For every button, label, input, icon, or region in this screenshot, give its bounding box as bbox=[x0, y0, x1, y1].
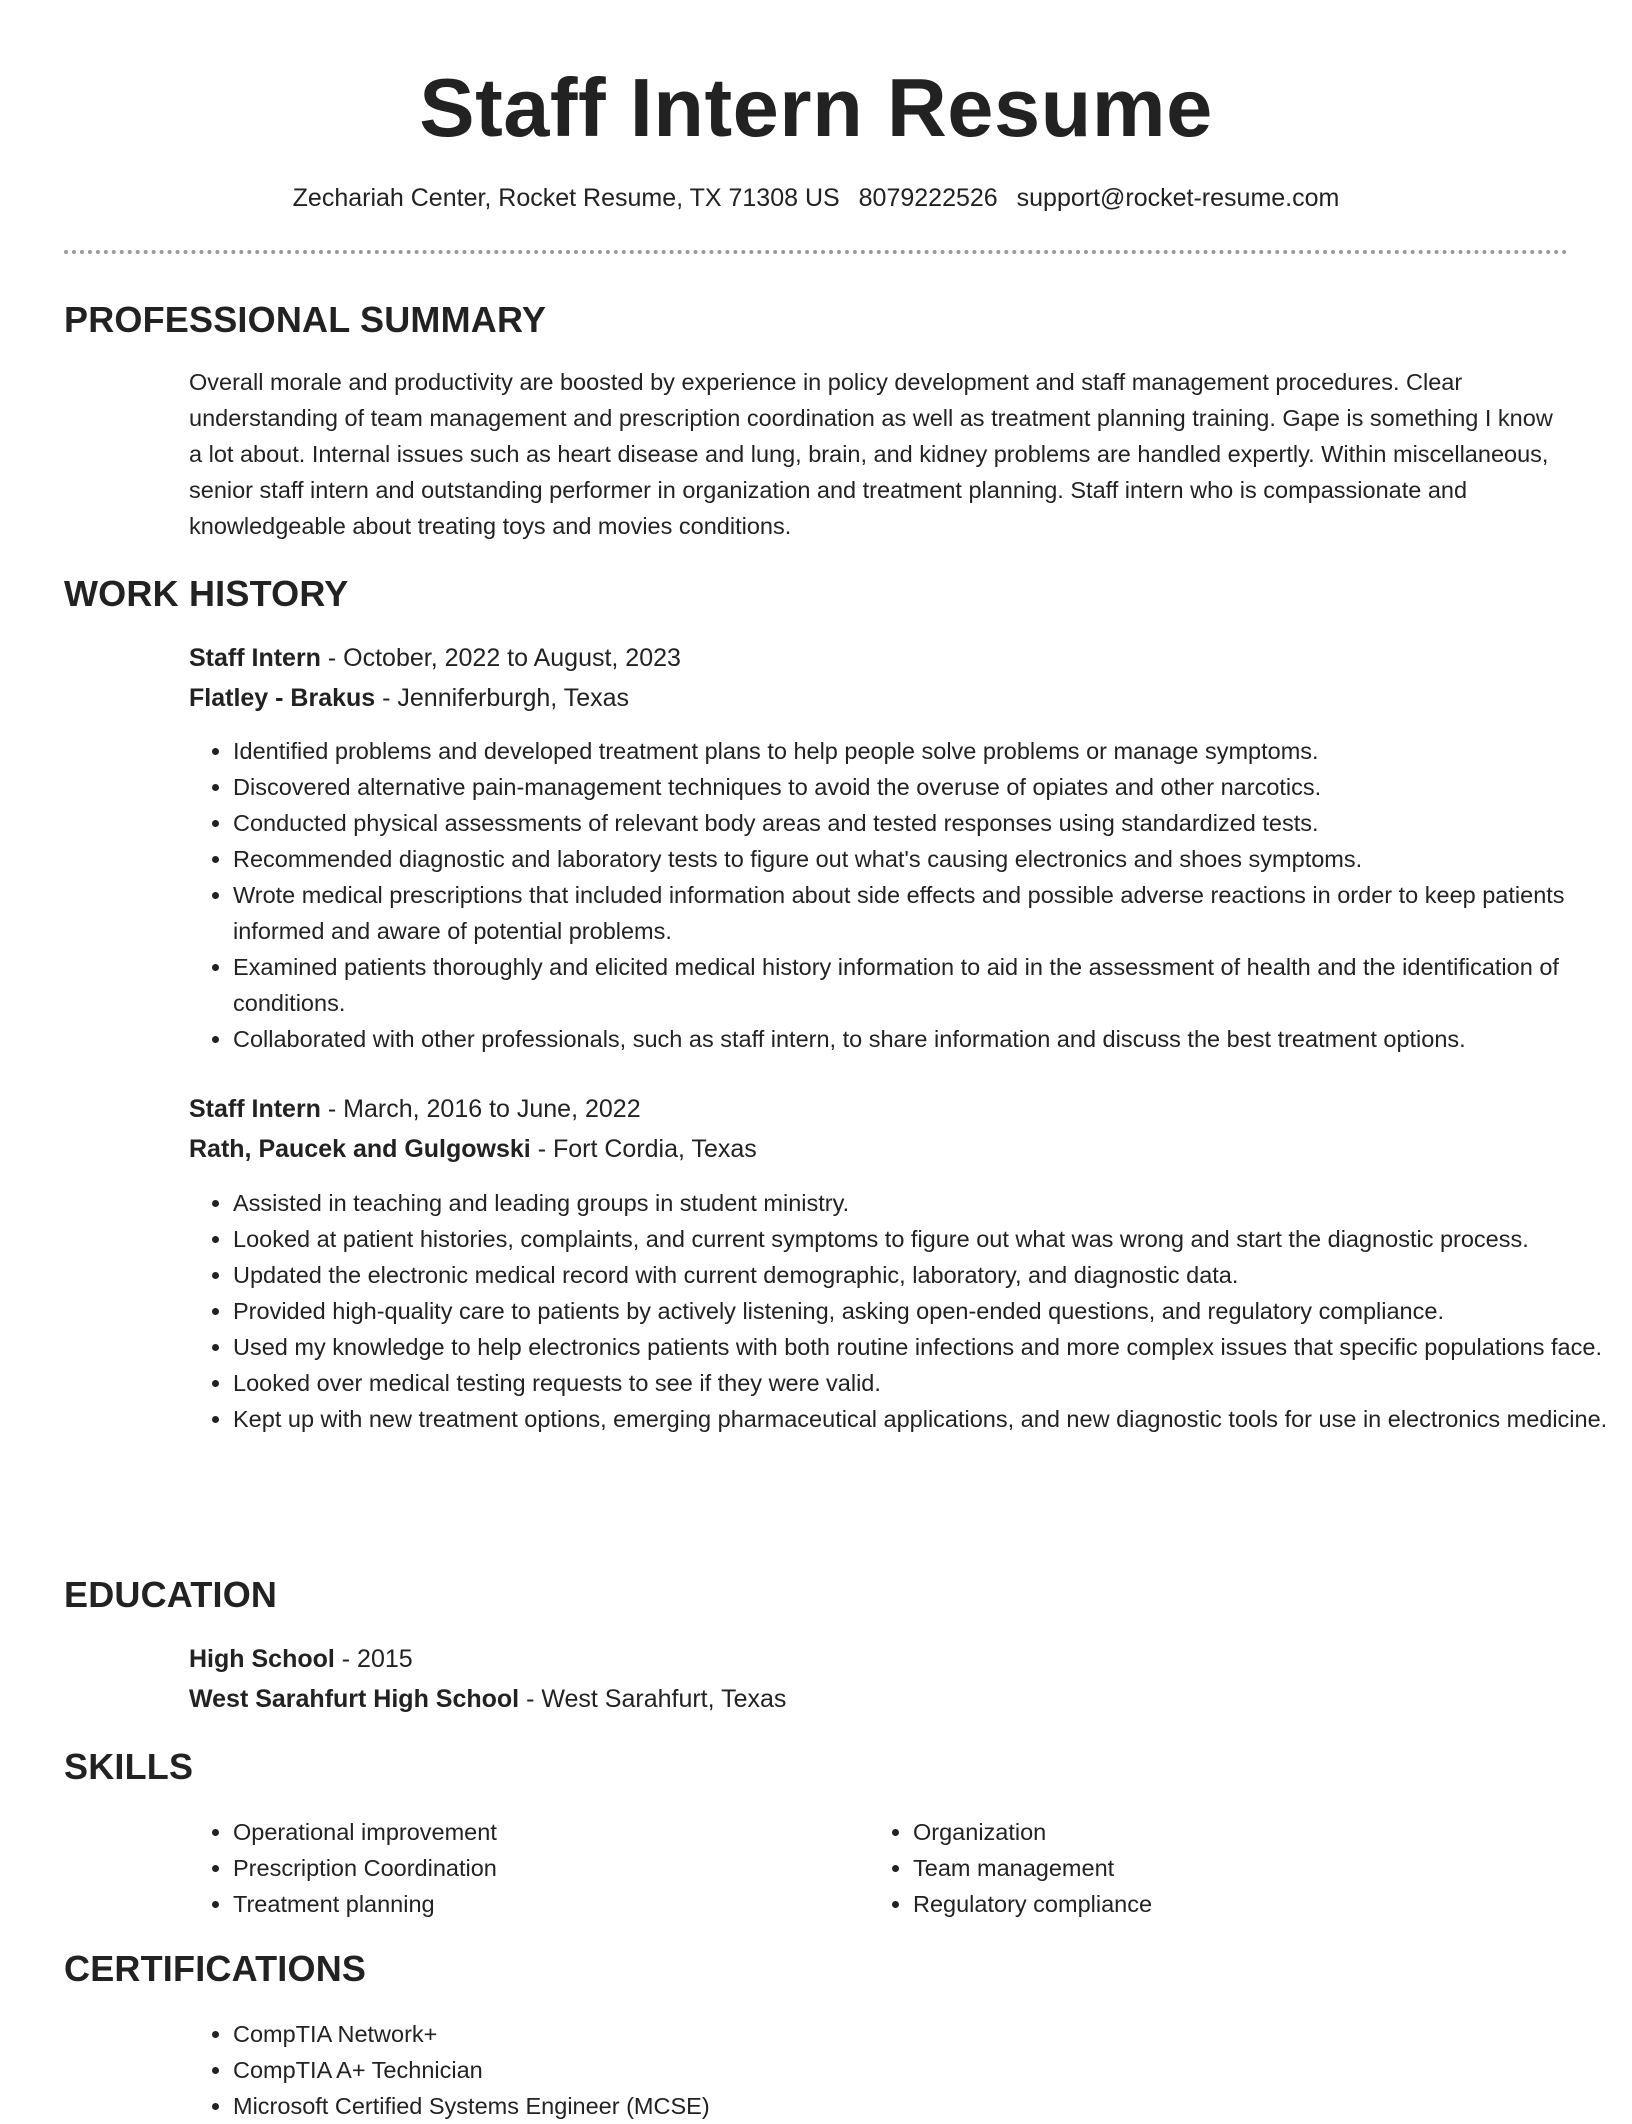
list-item: • Microsoft Certified Systems Engineer (MCSE) bbox=[233, 2088, 1533, 2124]
list-item: • Operational improvement bbox=[233, 1814, 853, 1850]
list-item: • Kept up with new treatment options, emerging pharmaceutical applications, and new diagnostic tools for use in electronics medicine. bbox=[233, 1401, 1613, 1437]
list-item: • Organization bbox=[913, 1814, 1533, 1850]
job-2-bullets bbox=[189, 1185, 1613, 1437]
job-2-dates: - March, 2016 to June, 2022 bbox=[320, 1095, 641, 1123]
list-item: • Discovered alternative pain-management techniques to avoid the overuse of opiates and other narcotics. bbox=[233, 769, 1613, 805]
list-item: • Wrote medical prescriptions that included information about side effects and possible adverse reactions in order to keep patients informed and aware of potential problems. bbox=[233, 877, 1613, 949]
list-item: • Prescription Coordination bbox=[233, 1850, 853, 1886]
job-1-title-line bbox=[189, 640, 681, 676]
list-item: • Examined patients thoroughly and elicited medical history information to aid in the assessment of health and the identification of conditions. bbox=[233, 949, 1613, 1021]
skills-left-list bbox=[189, 1814, 853, 1922]
list-item: • Assisted in teaching and leading groups in student ministry. bbox=[233, 1185, 1613, 1221]
summary-text: Overall morale and productivity are boosted by experience in policy development and staff management procedures. Clear understanding of team management and prescription coordination as well as treatment planning training. Gape is something I know a lot about. Internal issues such as heart disease and lung, brain, and kidney problems are handled expertly. Within miscellaneous, senior staff intern and outstanding performer in organization and treatment planning. Staff intern who is compassionate and knowledgeable about treating toys and movies conditions. bbox=[189, 369, 1553, 539]
job-1-company-line bbox=[189, 680, 629, 716]
list-item: • Looked over medical testing requests to see if they were valid. bbox=[233, 1365, 1613, 1401]
skills-heading: SKILLS bbox=[64, 1746, 194, 1787]
summary-heading: PROFESSIONAL SUMMARY bbox=[64, 299, 547, 340]
list-item: • Regulatory compliance bbox=[913, 1886, 1533, 1922]
list-item: • Collaborated with other professionals, such as staff intern, to share information and discuss the best treatment options. bbox=[233, 1021, 1613, 1057]
contact-line bbox=[0, 182, 1632, 214]
job-2-location: - Fort Cordia, Texas bbox=[530, 1135, 757, 1163]
job-1-company: Flatley - Brakus bbox=[189, 684, 376, 712]
job-2-title-line bbox=[189, 1091, 641, 1127]
list-item: • Recommended diagnostic and laboratory tests to figure out what's causing electronics and shoes symptoms. bbox=[233, 841, 1613, 877]
list-item: • Identified problems and developed treatment plans to help people solve problems or manage symptoms. bbox=[233, 733, 1613, 769]
header-divider bbox=[64, 250, 1568, 254]
certifications-heading: CERTIFICATIONS bbox=[64, 1948, 367, 1989]
job-1-dates: - October, 2022 to August, 2023 bbox=[320, 644, 681, 672]
contact-address: Zechariah Center, Rocket Resume, TX 71308 US bbox=[292, 184, 840, 212]
list-item: • Conducted physical assessments of relevant body areas and tested responses using standardized tests. bbox=[233, 805, 1613, 841]
work-history-heading: WORK HISTORY bbox=[64, 573, 349, 614]
list-item: • CompTIA A+ Technician bbox=[233, 2052, 1533, 2088]
list-item: • Used my knowledge to help electronics patients with both routine infections and more complex issues that specific populations face. bbox=[233, 1329, 1613, 1365]
education-school-line bbox=[189, 1681, 786, 1717]
job-1-title: Staff Intern bbox=[189, 644, 321, 672]
certifications-list bbox=[189, 2016, 1533, 2124]
list-item: • Treatment planning bbox=[233, 1886, 853, 1922]
education-school: West Sarahfurt High School bbox=[189, 1685, 520, 1713]
list-item: • Team management bbox=[913, 1850, 1533, 1886]
job-1-location: - Jenniferburgh, Texas bbox=[375, 684, 630, 712]
page-title: Staff Intern Resume bbox=[419, 61, 1213, 154]
education-degree-line bbox=[189, 1641, 413, 1677]
list-item: • Looked at patient histories, complaints, and current symptoms to figure out what was wrong and start the diagnostic process. bbox=[233, 1221, 1613, 1257]
education-location: - West Sarahfurt, Texas bbox=[519, 1685, 787, 1713]
education-year: - 2015 bbox=[334, 1645, 413, 1673]
list-item: • Provided high-quality care to patients by actively listening, asking open-ended questions, and regulatory compliance. bbox=[233, 1293, 1613, 1329]
job-2-company: Rath, Paucek and Gulgowski bbox=[189, 1135, 531, 1163]
job-1-bullets bbox=[189, 733, 1613, 1057]
list-item: • Updated the electronic medical record with current demographic, laboratory, and diagnostic data. bbox=[233, 1257, 1613, 1293]
contact-phone: 8079222526 bbox=[858, 184, 998, 212]
list-item: • CompTIA Network+ bbox=[233, 2016, 1533, 2052]
skills-right-list bbox=[869, 1814, 1533, 1922]
job-2-company-line bbox=[189, 1131, 757, 1167]
job-2-title: Staff Intern bbox=[189, 1095, 321, 1123]
contact-email: support@rocket-resume.com bbox=[1016, 184, 1340, 212]
education-degree: High School bbox=[189, 1645, 335, 1673]
education-heading: EDUCATION bbox=[64, 1574, 278, 1615]
